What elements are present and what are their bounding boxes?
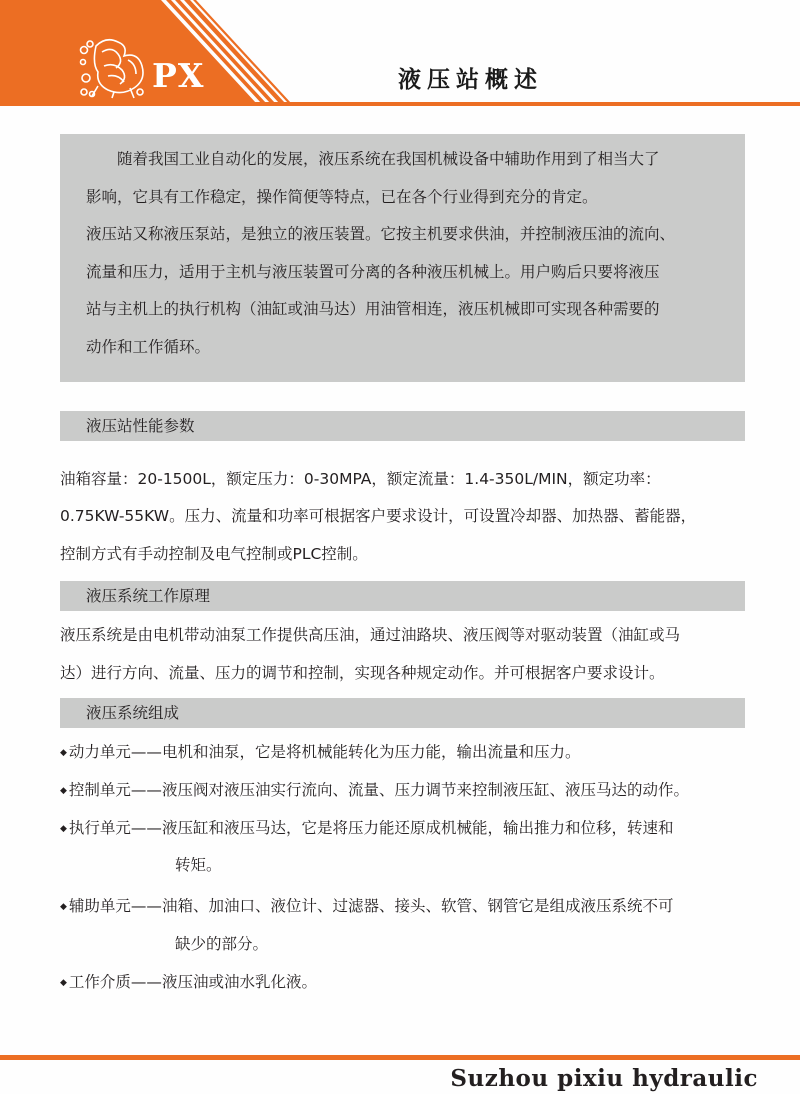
section-title: 液压系统工作原理 bbox=[86, 587, 211, 605]
section-title: 液压站性能参数 bbox=[86, 417, 195, 435]
brand-logo-text: PX bbox=[152, 56, 205, 95]
list-item-continuation: 缺少的部分。 bbox=[175, 935, 269, 953]
diamond-bullet-icon: ◆ bbox=[60, 978, 67, 988]
item-label: 控制单元—— bbox=[68, 781, 162, 799]
list-item-continuation: 转矩。 bbox=[175, 856, 222, 874]
section-header-performance bbox=[60, 411, 745, 441]
item-label: 动力单元—— bbox=[68, 743, 162, 761]
spec-line: 控制方式有手动控制及电气控制或PLC控制。 bbox=[60, 545, 368, 563]
spec-line: 油箱容量：20-1500L，额定压力：0-30MPA，额定流量：1.4-350L/MIN，额定功率： bbox=[60, 470, 661, 488]
diamond-bullet-icon: ◆ bbox=[60, 748, 67, 758]
item-label: 执行单元—— bbox=[68, 819, 162, 837]
diamond-bullet-icon: ◆ bbox=[60, 786, 67, 796]
principle-line: 液压系统是由电机带动油泵工作提供高压油，通过油路块、液压阀等对驱动装置（油缸或马 bbox=[60, 626, 681, 644]
item-label: 辅助单元—— bbox=[68, 897, 162, 915]
pixiu-dragon-emblem-icon bbox=[78, 36, 150, 100]
item-text: 液压阀对液压油实行流向、流量、压力调节来控制液压缸、液压马达的动作。 bbox=[161, 781, 689, 799]
spec-line: 0.75KW-55KW。压力、流量和功率可根据客户要求设计，可设置冷却器、加热器、蓄能器， bbox=[60, 507, 697, 525]
diamond-bullet-icon: ◆ bbox=[60, 902, 67, 912]
item-text: 液压油或油水乳化液。 bbox=[161, 973, 317, 991]
item-text: 油箱、加油口、液位计、过滤器、接头、软管、钢管它是组成液压系统不可 bbox=[161, 897, 674, 915]
item-text: 电机和油泵，它是将机械能转化为压力能，输出流量和压力。 bbox=[161, 743, 581, 761]
diamond-bullet-icon: ◆ bbox=[60, 824, 67, 834]
footer-company-name: Suzhou pixiu hydraulic bbox=[450, 1065, 758, 1092]
principle-line: 达）进行方向、流量、压力的调节和控制，实现各种规定动作。并可根据客户要求设计。 bbox=[60, 664, 665, 682]
page-header bbox=[0, 0, 800, 110]
intro-line: 随着我国工业自动化的发展，液压系统在我国机械设备中辅助作用到了相当大了 bbox=[117, 150, 660, 168]
item-text: 液压缸和液压马达，它是将压力能还原成机械能，输出推力和位移，转速和 bbox=[161, 819, 674, 837]
intro-line: 影响，它具有工作稳定，操作简便等特点，已在各个行业得到充分的肯定。 bbox=[86, 188, 598, 206]
section-title: 液压系统组成 bbox=[86, 704, 180, 722]
section-header-principle bbox=[60, 581, 745, 611]
list-item-power-unit bbox=[60, 734, 760, 773]
list-item-control-unit bbox=[60, 772, 760, 811]
intro-line: 液压站又称液压泵站，是独立的液压装置。它按主机要求供油，并控制液压油的流向、 bbox=[86, 225, 676, 243]
item-label: 工作介质—— bbox=[68, 973, 162, 991]
list-item-actuator-unit bbox=[60, 810, 760, 849]
list-item-auxiliary-unit bbox=[60, 888, 760, 927]
intro-panel bbox=[60, 134, 745, 382]
intro-line: 动作和工作循环。 bbox=[86, 338, 211, 356]
section-header-composition bbox=[60, 698, 745, 728]
list-item-working-medium bbox=[60, 964, 760, 1003]
footer-divider bbox=[0, 1055, 800, 1060]
intro-line: 站与主机上的执行机构（油缸或油马达）用油管相连，液压机械即可实现各种需要的 bbox=[86, 300, 660, 318]
page-title: 液压站概述 bbox=[398, 67, 543, 93]
intro-line: 流量和压力，适用于主机与液压装置可分离的各种液压机械上。用户购后只要将液压 bbox=[86, 263, 660, 281]
